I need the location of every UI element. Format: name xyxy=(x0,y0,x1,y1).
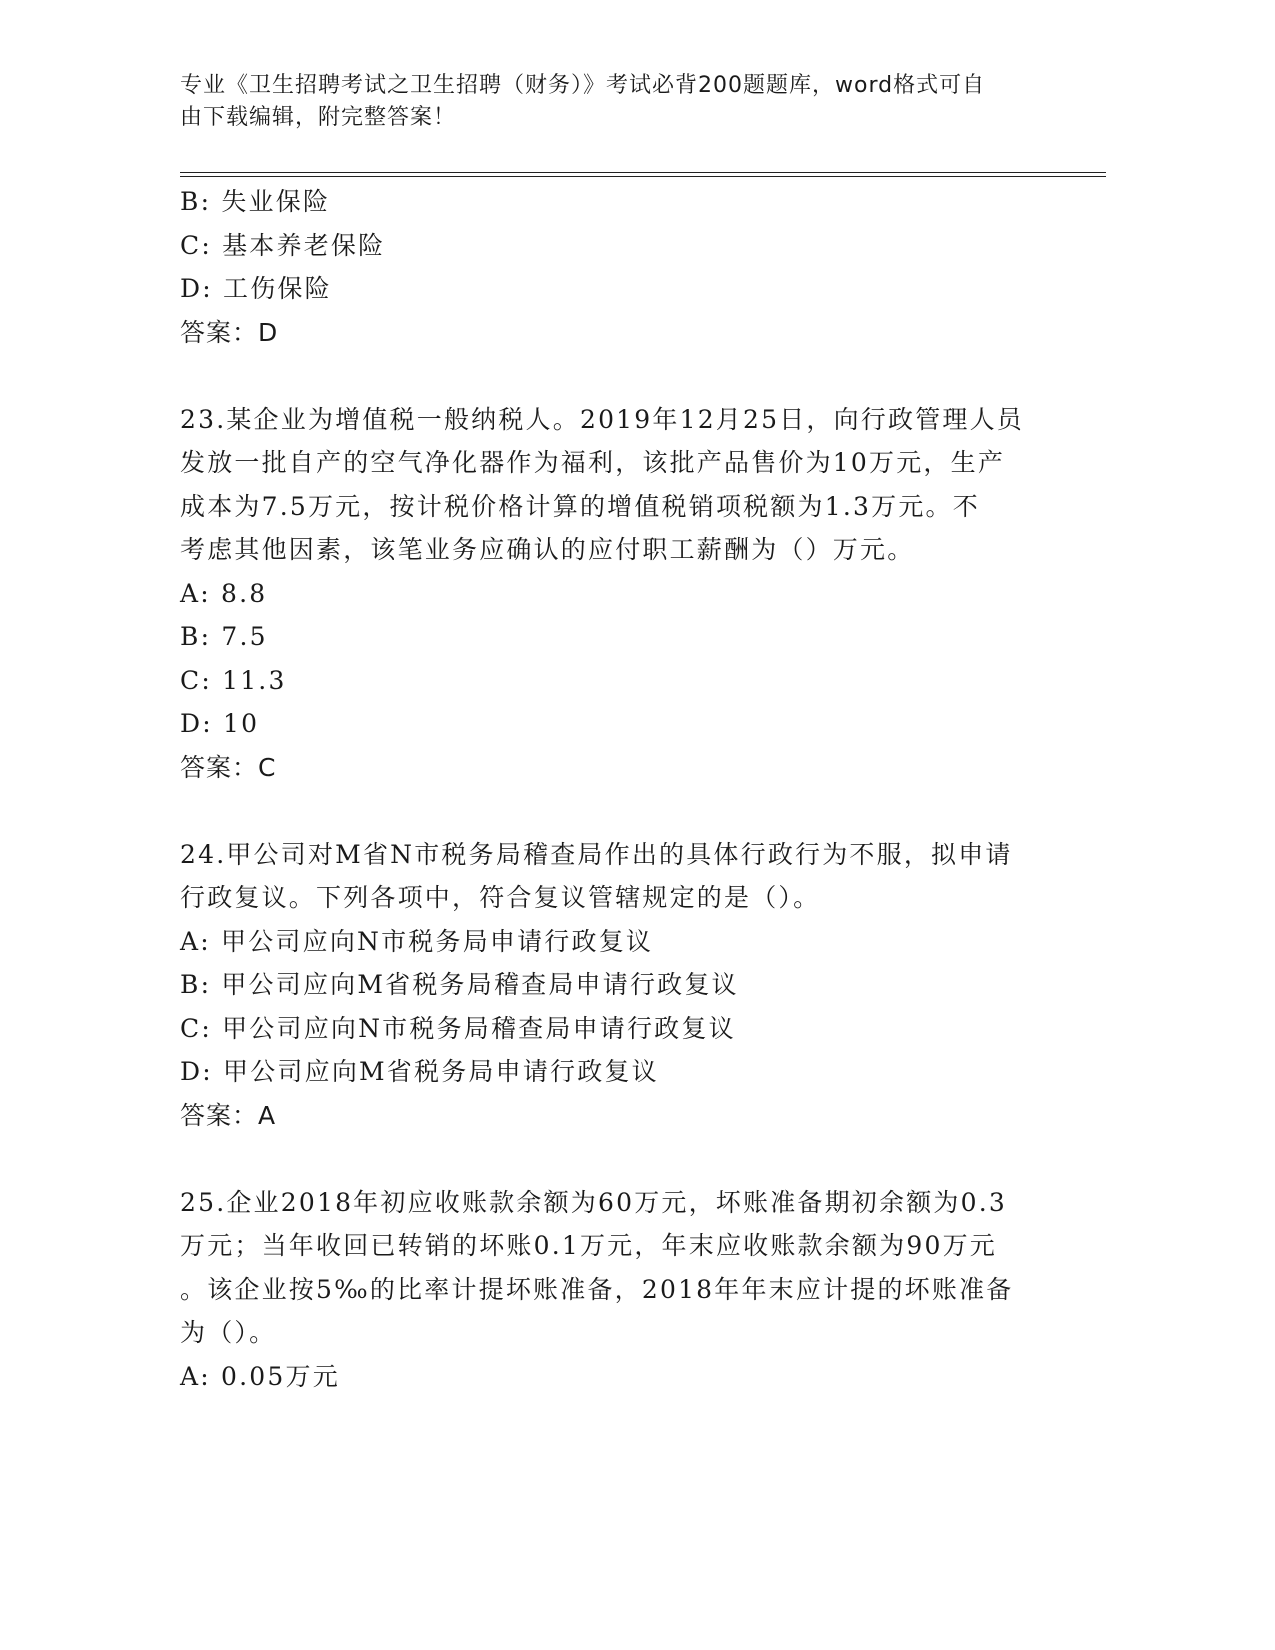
option-c: C: 11.3 xyxy=(180,665,287,695)
header-line-1: 专业《卫生招聘考试之卫生招聘（财务）》考试必背200题题库，word格式可自 xyxy=(180,73,986,98)
option-c: C: 基本养老保险 xyxy=(180,230,386,260)
question-stem-line: 发放一批自产的空气净化器作为福利，该批产品售价为10万元，生产 xyxy=(180,448,1006,477)
question-23 xyxy=(180,398,1050,790)
question-stem-line: 成本为7.5万元，按计税价格计算的增值税销项税额为1.3万元。不 xyxy=(180,491,980,521)
spacer xyxy=(180,354,1050,398)
option-a: A: 0.05万元 xyxy=(180,1361,340,1391)
question-stem-line: 为（）。 xyxy=(180,1318,277,1347)
option-a: A: 甲公司应向N市税务局申请行政复议 xyxy=(180,926,654,956)
answer-line: 答案：D xyxy=(180,317,279,347)
answer-line: 答案：A xyxy=(180,1100,277,1130)
spacer xyxy=(180,1137,1050,1181)
option-a: A: 8.8 xyxy=(180,578,268,608)
option-b: B: 7.5 xyxy=(180,622,268,651)
question-stem-line: 考虑其他因素，该笔业务应确认的应付职工薪酬为（）万元。 xyxy=(180,535,915,564)
question-stem-line: 23.某企业为增值税一般纳税人。2019年12月25日，向行政管理人员 xyxy=(180,404,1025,434)
spacer xyxy=(180,789,1050,833)
document-body xyxy=(180,180,1050,1398)
option-c: C: 甲公司应向N市税务局稽查局申请行政复议 xyxy=(180,1013,736,1043)
header-line-2: 由下载编辑，附完整答案！ xyxy=(180,105,457,130)
question-stem-line: 万元；当年收回已转销的坏账0.1万元，年末应收账款余额为90万元 xyxy=(180,1231,997,1260)
prev-question xyxy=(180,180,1050,354)
question-stem-line: 行政复议。下列各项中，符合复议管辖规定的是（）。 xyxy=(180,883,821,912)
header-divider-top xyxy=(180,172,1106,173)
option-d: D: 10 xyxy=(180,709,260,738)
option-b: B: 失业保险 xyxy=(180,187,331,216)
page-header xyxy=(180,70,1040,134)
option-d: D: 工伤保险 xyxy=(180,274,332,303)
question-stem-line: 。该企业按5‰的比率计提坏账准备，2018年年末应计提的坏账准备 xyxy=(180,1274,1014,1304)
question-25 xyxy=(180,1181,1050,1399)
question-stem-line: 25.企业2018年初应收账款余额为60万元，坏账准备期初余额为0.3 xyxy=(180,1187,1007,1217)
option-d: D: 甲公司应向M省税务局申请行政复议 xyxy=(180,1057,659,1086)
question-stem-line: 24.甲公司对M省N市税务局稽查局作出的具体行政行为不服，拟申请 xyxy=(180,839,1013,869)
option-b: B: 甲公司应向M省税务局稽查局申请行政复议 xyxy=(180,970,739,999)
header-divider-bottom xyxy=(180,176,1106,177)
question-24 xyxy=(180,833,1050,1138)
answer-line: 答案：C xyxy=(180,752,277,782)
